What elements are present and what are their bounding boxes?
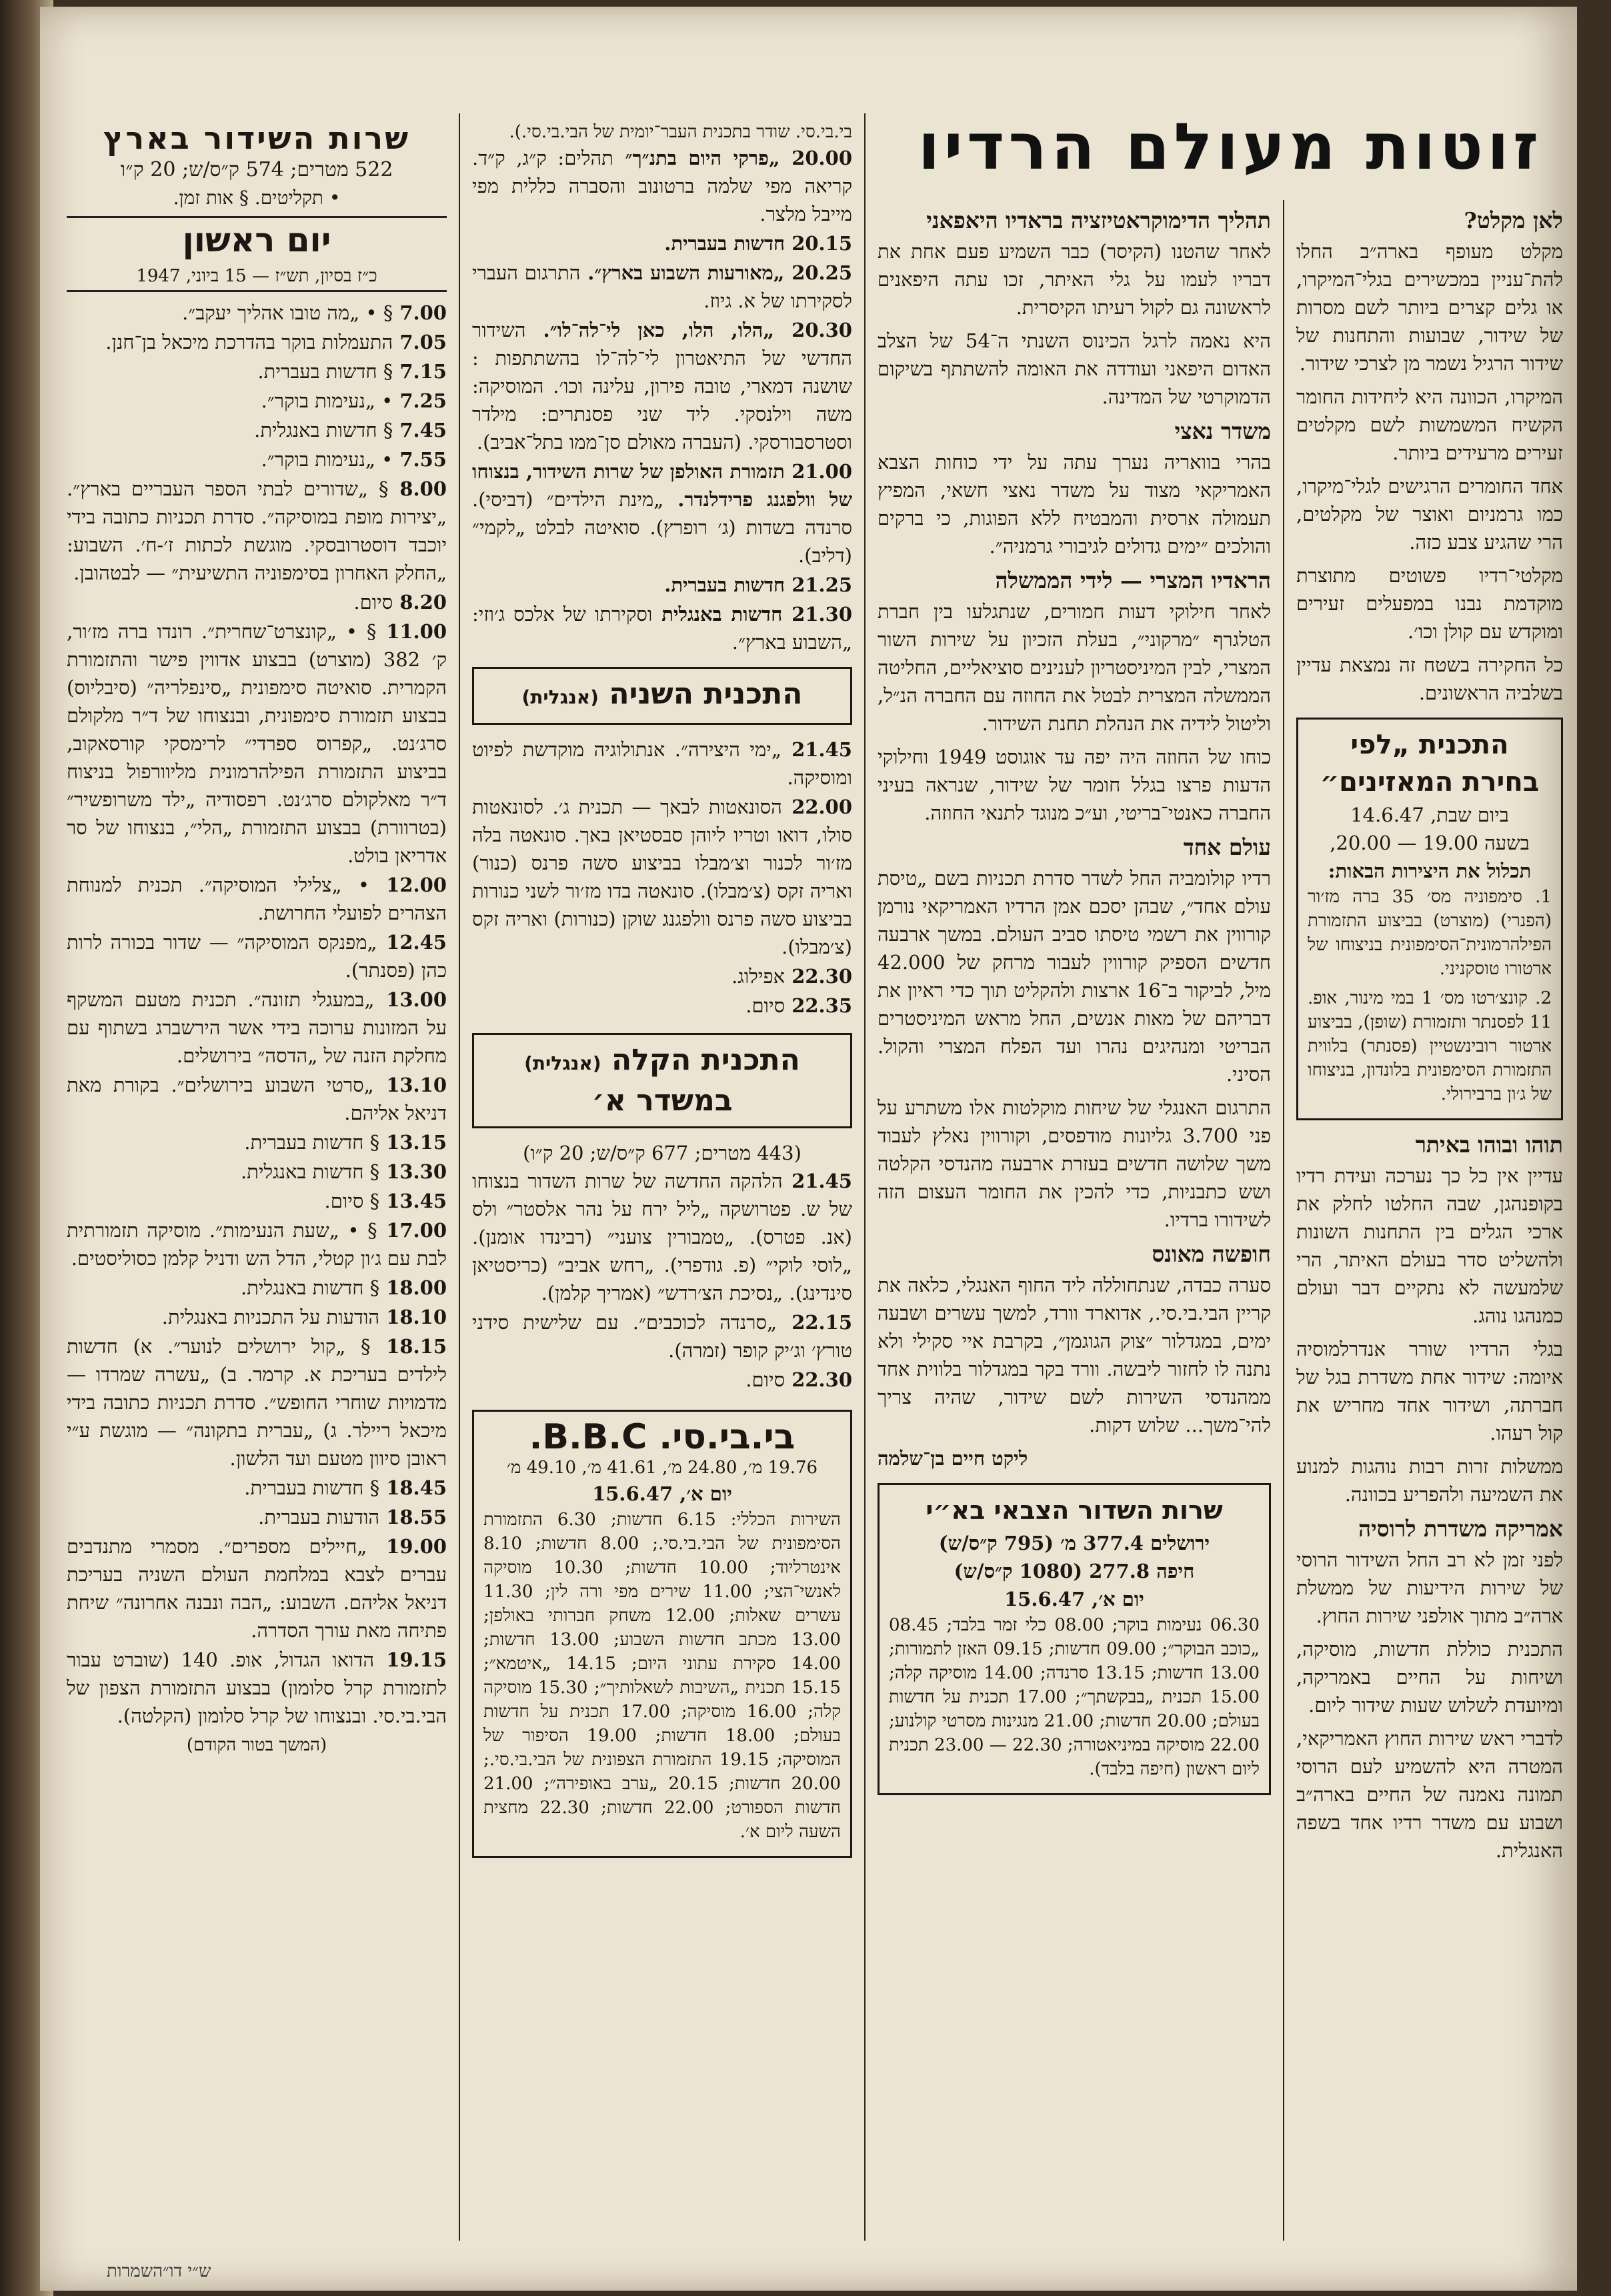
column-rule [864, 113, 866, 2241]
box-line: תכלול את היצירות הבאות: [1328, 860, 1532, 882]
program-time: 22.35 [785, 994, 852, 1017]
program-time: 8.00 [388, 477, 447, 500]
program-item [472, 259, 852, 315]
date-line: כ״ז בסיון, תש״ז — 15 ביוני, 1947 [67, 262, 447, 292]
program-desc: הלהקה החדשה של שרות השדור בנצוחו של ש. פטרושקה „ליל ירח על נהר אלסטר״ ולס (אנ. פטרס). „טמבורין צועני״ (רבינדו אומנן). „לוסי לוקי״ (פ. גודפרי). „רחש אביב״ (כריסטיאן סינדינג). „נסיכת הצ׳רדש״ (אמריך קלמן). [472, 1170, 852, 1304]
program-item [67, 1474, 447, 1502]
program-desc: סיום. [353, 591, 393, 614]
schedule-list [67, 299, 447, 1730]
listeners-choice-title: התכנית „לפי בחירת המאזינים״ [1320, 730, 1540, 798]
paragraph: כל החקירה בשטח זה נמצאת עדיין בשלביה הראשונים. [1296, 654, 1563, 704]
paragraph: בהרי בוואריה נערך עתה על ידי כוחות הצבא האמריקאי מצוד על משדר נאצי חשאי, המפיץ תעמולה ארסית והמבטיח ללא הפוגות, כי ברקים והולכים ״ימים גדולים לגיבורי גרמניה״. [878, 451, 1271, 557]
signature: ליקט חיים בן־שלמה [878, 1447, 1028, 1470]
program-time: 13.10 [373, 1074, 447, 1096]
program-time: 20.00 [779, 147, 852, 169]
program-title: חדשות בעברית. [664, 232, 785, 255]
subhead-where: לאן מקלט? [1464, 207, 1563, 233]
program-item [67, 1216, 447, 1272]
column-rule [459, 113, 460, 2241]
program-item [67, 1646, 447, 1730]
program-item [67, 299, 447, 327]
program-item [67, 1332, 447, 1472]
army-broadcast-schedule: 06.30 נעימות בוקר; 08.00 כלי זמר בלבד; 08.45 „כוכב הבוקר״; 09.00 חדשות; 09.15 האזן לתמורות; 13.00 חדשות; 13.15 סרנדה; 14.00 מוסיקה קלה; 15.00 תכנית „בבקשתך״; 17.00 תכנית על חדשות בעולם; 20.00 חדשות; 21.00 מנגינות מסרטי קולנוע; 22.00 מוסיקה במיניאטורה; 22.30 — 23.00 תכנית ליום ראשון (חיפה בלבד). [889, 1615, 1260, 1779]
program-desc: § סיום. [324, 1190, 380, 1212]
newspaper-page [40, 7, 1577, 2291]
listeners-choice-box [1296, 718, 1563, 1120]
second-program-tag: (אנגלית) [521, 686, 599, 708]
program-desc: וסקירתו של אלכס ג׳וזי: „השבוע בארץ״. [472, 603, 852, 654]
bbc-freq: 19.76 מ׳, 24.80 מ׳, 41.61 מ׳, 49.10 מ׳ [506, 1458, 818, 1478]
program-desc: § • „קונצרט־שחרית״. רונדו ברה מז׳ור, ק׳ 382 (מוצרט) בבצוע אדווין פישר והתזמורת הקמרית. סואיטה סימפונית „סינפלריה״ (סיבליוס) בבצוע תזמורת סימפונית, ובנצוחו של ד״ר מלקולם סרג׳נט. „קפרוס ספרדי״ לרימסקי קורסאקוב, בביצוע התזמורת הפילהרמונית מליוורפול בניצוח ד״ר מאלקולם סרג׳נט. רפסודיה „ילד משרופשיר״ (בטרוורת) בבצוע התזמורת „הלי״, בנצוחו של סר אדריאן בולט. [67, 620, 447, 867]
program-item [472, 571, 852, 599]
program-title: חדשות באנגלית [652, 603, 783, 626]
program-item [67, 475, 447, 587]
program-item [472, 1308, 852, 1364]
program-time: 19.15 [374, 1648, 447, 1671]
program-desc: • „נעימות בוקר״. [261, 448, 393, 471]
program-title: „פרקי היום בתנ״ך״ [613, 147, 780, 169]
program-time: 17.00 [377, 1219, 447, 1242]
program-time: 7.15 [393, 360, 447, 383]
program-desc: § • „שעת הנעימות״. מוסיקה תזמורתית לבת עם ג׳ון קטלי, הדל הש ודניל קלמן כסוליסטים. [67, 1219, 447, 1270]
program-desc: „מפנקס המוסיקה״ — שדור בכורה לרות כהן (פסנתר). [67, 931, 447, 982]
program-time: 18.15 [370, 1335, 447, 1358]
light-program-title: התכנית הקלה [611, 1043, 800, 1077]
program-time: 21.30 [782, 603, 852, 626]
program-time: 12.00 [369, 874, 447, 896]
paragraph: לאחר שהטנו (הקיסר) כבר השמיע פעם אחת את דבריו לעמו על גלי האיתר, זכו עתה היפאנים לראשונה גם לקול רעיתו הקיסרית. [878, 240, 1271, 319]
light-program-sub: במשדר א׳ [591, 1084, 733, 1118]
program-item [472, 962, 852, 990]
paragraph: היא נאמה לרגל הכינוס השנתי ה־54 של הצלב האדום היפאני ועודדה את האומה להשתתף בשיקום הדמוקרטי של המדינה. [878, 329, 1271, 408]
bbc-day: יום א׳, 15.6.47 [592, 1482, 732, 1505]
program-desc: § • „מה טובו אהליך יעקב״. [182, 301, 393, 324]
subhead-japan: תהליך הדימוקראטיזציה בראדיו היאפאני [926, 207, 1271, 233]
paragraph: בגלי הרדיו שורר אנדרלמוסיה איומה: שידור אחת משדרת בגל של חברתה, ושידור אחד מחריש את קול רעהו. [1296, 1338, 1563, 1444]
army-broadcast-box [878, 1483, 1271, 1795]
program-title: תזמורת האולפן של שרות השידור, בנצוחו של וולפגנג פרידלנדר. [472, 460, 852, 511]
program-item [472, 1167, 852, 1307]
continued-note: (המשך בטור הקודם) [186, 1735, 327, 1755]
program-time: 13.30 [379, 1160, 447, 1183]
bbc-title: בי.בי.סי. B.B.C. [529, 1417, 795, 1457]
program-item [472, 229, 852, 257]
schedule-header-freq: 522 מטרים; 574 ק״ס/ש; 20 ק״ו [120, 158, 393, 181]
program-item [67, 1503, 447, 1531]
program-time: 18.10 [379, 1306, 447, 1328]
program-desc: הסונאטות לבאך — תכנית ג׳. לסונאטות סולו, דואו וטריו ליוהן סבסטיאן באך. סונאטה בלה מז׳ור לכנור וצ׳מבלו בביצוע סשה פרנס (כנור) ואריה זקס (צ׳מבלו). סונאטה בדו מז׳ור לשני כנורות בביצוע סשה פרנס וולפגנג שוקן (כנורות) ואריה זקס (צ׳מבלו). [472, 796, 852, 958]
page-footer: ש״י דו״השמרות [107, 2261, 211, 2281]
program-desc: סיום. [745, 1368, 785, 1391]
bbc-schedule: השירות הכללי: 6.15 חדשות; 6.30 התזמורת הסימפונית של הבי.בי.סי.; 8.00 חדשות; 8.10 אינטרליוד; 10.00 חדשות; 10.30 מוסיקה לאנשי־הצי; 11.00 שירים מפי ורה לין; 11.30 עשרים שאלות; 12.00 משחק חברותי באולפן; 13.00 מכתב חדשות השבוע; 13.00 חדשות; 14.00 סקירת עתוני היום; 14.15 „איטמא״; 15.15 תכנית „השיבות לשאלותיך״; 15.30 מוסיקה קלה; 16.00 מוסיקה; 17.00 תכנית על חדשות בעולם; 18.00 חדשות; 19.00 הסיפור של המוסיקה; 19.15 התזמורת הצפונית של הבי.בי.סי.; 20.00 חדשות; 20.15 „ערב באופירה״; 21.00 חדשות הספורט; 22.00 חדשות; 22.30 מחצית השעה ליום א׳. [483, 1510, 842, 1842]
program-time: 21.45 [781, 738, 852, 761]
program-desc: השידור החדשי של התיאטרון לי־לה־לו בהשתתפות : שושנה דמארי, טובה פירון, עלינה וכו׳. המוסיקה: משה וילנסקי. ליד שני פסנתרים: מילדר וסטרסבורסקי. (העברה מאולם סן־ממו בתל־אביב). [472, 319, 852, 453]
program-time: 7.00 [393, 301, 447, 324]
program-desc: הדואו הגדול, אופ. 140 (שוברט עבור לתזמורת קרל סלומון) בבצוע התזמורת הצפון של הבי.בי.סי. ובנצוחו של קרל סלומון (הקלטה). [67, 1648, 447, 1727]
army-broadcast-line: ירושלים 377.4 מ׳ (795 ק״ס/ש) [938, 1532, 1210, 1554]
program-time: 18.00 [379, 1276, 447, 1299]
program-item [472, 1366, 852, 1394]
program-item [67, 1187, 447, 1215]
paragraph: רדיו קולומביה החל לשדר סדרת תכניות בשם „טיסת עולם אחד״, שבהן יסכם אמן הרדיו האמריקאי נורמן קורווין את רשמי טיסתו סביב העולם. במשך ארבעה חדשים הספיק קורווין לעבור מרחק של 42.000 מיל, לביקור ב־16 ארצות ולהקליט תוך כדי ראיון את דבריהם של מאות אנשים, החל מראש המיניסטרים הבריטי ומנהיגים נהרו ועד הפלח המצרי והקול. הסיני. [878, 867, 1271, 1086]
program-item [472, 793, 852, 961]
program-desc: „במעגלי תזונה״. תכנית מטעם המשקף על המזונות ערוכה בידי אשר הירשברג בשתוף עם מחלקת הזנה של „הדסה״ בירושלים. [67, 988, 447, 1067]
second-program-title: התכנית השניה [609, 677, 803, 711]
second-program-box [472, 667, 852, 725]
program-desc: אפילוג. [731, 965, 785, 988]
program-item [67, 1303, 447, 1331]
program-item [472, 316, 852, 456]
program-desc: „חיילים מספרים״. מסמרי מתנדבים עברים לצבא במלחמת העולם השניה בעריכת דניאל אליהם. השבוע: „הבה ונבנה אחרונה״ שיחת פתיחה מאת עורך הסדרה. [67, 1535, 447, 1642]
column-news-2 [878, 200, 1271, 2241]
program-time: 7.25 [393, 389, 447, 412]
box-line: בשעה 19.00 — 20.00, [1330, 832, 1530, 854]
program-desc: הודעות בעברית. [258, 1506, 380, 1528]
program-time: 20.25 [784, 261, 852, 284]
subhead-egypt: הראדיו המצרי — לידי הממשלה [995, 567, 1271, 594]
program-desc: § חדשות בעברית. [244, 1131, 380, 1154]
subhead-chaos: תוהו ובוהו באיתר [1415, 1132, 1563, 1158]
program-desc: „סרטי השבוע בירושלים״. בקורת מאת דניאל אליהם. [67, 1074, 447, 1124]
program-item [67, 328, 447, 356]
army-broadcast-title: שרות השדור הצבאי בא״י [926, 1496, 1223, 1525]
program-item [67, 1128, 447, 1156]
program-desc: „ימי היצירה״. אנתולוגיה מוקדשת לפיוט ומוסיקה. [472, 738, 852, 789]
paragraph: התכנית כוללת חדשות, מוסיקה, ושיחות על החיים באמריקה, ומיועדת לשלוש שעות שידור ליום. [1296, 1638, 1563, 1716]
army-broadcast-line: חיפה 277.8 (1080 ק״ס/ש) [954, 1560, 1195, 1582]
program-desc: התעמלות בוקר בהדרכת מיכאל בן־חנן. [105, 331, 393, 353]
program-desc: § חדשות באנגלית. [240, 1276, 380, 1299]
paragraph: לדברי ראש שירות החוץ האמריקאי, המטרה היא להשמיע לעם הרוסי תמונה נאמנה של החיים בארה״ב ושבוע עם משדר רדיו אחד בשפה האנגלית. [1296, 1727, 1563, 1862]
program-title: חדשות בעברית. [664, 573, 785, 596]
bbc-box [472, 1410, 852, 1858]
program-item [67, 1071, 447, 1127]
program-time: 21.45 [782, 1170, 852, 1192]
program-time: 22.15 [777, 1311, 852, 1334]
program-item [67, 986, 447, 1070]
paragraph: סערה כבדה, שנתחוללה ליד החוף האנגלי, כלאה את קריין הבי.בי.סי., אדוארד וורד, למשך עשרים ושבעה ימים, במגדלור ״צוק הגוגמן״, בקרבת איי סקילי ולא נתנה לו לחזור ליבשה. וורד בקר במגדלור בלווית אחד ממהנדסי השירות לשם שידור, שהיה צריך להי־משך... שלוש דקות. [878, 1274, 1271, 1436]
paragraph: אחד החומרים הרגישים לגלי־מיקרו, כמו גרמניום ואוצר של מקלטים, הרי שהגיע צבע כזה. [1296, 475, 1563, 553]
program-item [472, 457, 852, 569]
program-item [67, 387, 447, 415]
paragraph: התרגום האנגלי של שיחות מוקלטות אלו משתרע על פני 3.700 גליונות מודפסים, וקורווין נאלץ לעבוד משך שלושה חדשים בעזרת ארבעה מהנדסי הקלטה ושש כתבניות, כדי להכין את החומר העצום הזה לשידורו ברדיו. [878, 1096, 1271, 1231]
program-item [67, 618, 447, 870]
paragraph: כוחו של החוזה היה יפה עד אוגוסט 1949 וחילוקי הדעות פרצו בגלל חומר של שידור, שנראה בעיני החברה כאנטי־בריטי, וע״כ מנוגד לתנאי החוזה. [878, 746, 1271, 824]
program-item [472, 144, 852, 228]
program-time: 18.55 [379, 1506, 447, 1528]
program-item [472, 600, 852, 656]
program-time: 20.15 [785, 232, 852, 255]
program-item [67, 1274, 447, 1302]
program-item [67, 445, 447, 473]
program-time: 13.15 [379, 1131, 447, 1154]
paragraph: המיקרו, הכוונה היא ליחידות החומר הקשיח המשמשות לשם מקלטים זעירים מרעידים ביותר. [1296, 385, 1563, 464]
light-program-tag: (אנגלית) [524, 1052, 601, 1074]
box-line: 1. סימפוניה מס׳ 35 ברה מז׳ור (הפנרי) (מוצרט) בביצוע התזמורת הפילהרמונית־הסימפונית בניצוחו של ארטורו טוסקניני. [1308, 887, 1552, 979]
program-title: „הלו, הלו, כאן לי־לה־לו״. [525, 319, 775, 341]
program-time: 13.45 [379, 1190, 447, 1212]
program-time: 8.20 [393, 591, 447, 614]
program-desc: הודעות על התכניות באנגלית. [161, 1306, 380, 1328]
light-program-box [472, 1033, 852, 1128]
paragraph: לאחר חילוקי דעות חמורים, שנתגלעו בין חברת הטלגרף ״מרקוני״, בעלת הזכיון על שירות השור המצרי, לבין המיניסטריון לענינים סוציאליים, החליטה הממשלה המצרית לבטל את החוזה עם החברה הנ״ל, וליטול לידיה את הנהלת תחנת השידור. [878, 600, 1271, 735]
program-item [67, 871, 447, 927]
program-desc: § „שדורים לבתי הספר העבריים בארץ״. „יצירות מופת במוסיקה״. סדרת תכניות כתובה בידי יוכבד דוסטרובסקי. מוגשת לכתות ז׳-ח׳. השבוע: „החלק האחרון בסימפוניה התשיעית״ — לבטהובן. [67, 477, 447, 584]
program-item [67, 588, 447, 616]
box-line: 2. קונצ׳רטו מס׳ 1 במי מינור, אופ. 11 לפסנתר ותזמורת (שופן), בביצוע ארטור רובינשטיין (פסנתר) בלווית התזמורת הסימפונית בלונדון, בניצוחו של ג׳ון ברבירולי. [1308, 988, 1552, 1104]
program-desc: § חדשות בעברית. [257, 360, 393, 383]
program-time: 18.45 [379, 1476, 447, 1499]
col3-intro: בי.בי.סי. שודר בתכנית העבר־יומית של הבי.בי.סי.). [509, 122, 852, 142]
column-evening-programs [472, 120, 852, 2241]
subhead-one-world: עולם אחד [1183, 834, 1271, 860]
program-time: 13.00 [374, 988, 447, 1011]
paragraph: מקלט מעופף בארה״ב החלו להת־עניין במכשירים בגלי־המיקרו, או גלים קצרים ביותר לשם מסרות של שידור, שבועות והתחנות של שידור הרגיל נשמר מן לצרכי שידור. [1296, 240, 1563, 375]
column-news-1 [1296, 200, 1563, 2241]
program-time: 20.30 [774, 319, 852, 341]
program-time: 21.00 [784, 460, 852, 483]
program-time: 21.25 [785, 573, 852, 596]
column-rule [1283, 200, 1284, 2241]
subhead-vacation: חופשה מאונס [1152, 1241, 1271, 1267]
program-desc: „סרנדה לכוכבים״. עם שלישית סידני טורץ׳ וג׳יק קופר (זמרה). [472, 1311, 852, 1362]
program-item [67, 928, 447, 984]
program-desc: § „קול ירושלים לנוער״. א) חדשות לילדים בעריכת א. קרמר. ב) „עשרה שמרדו — מדמויות שוחרי החופש״. סדרת תכניות כתובה בידי מיכאל ריילר. ג) „עברית בתקונה״ — מוגשת ע״י ראובן סיוון מטעם ועד הלשון. [67, 1335, 447, 1470]
paragraph: ממשלות זרות רבות נוהגות למנוע את השמיעה ולהפריע בכוונה. [1296, 1455, 1563, 1506]
schedule-header-title: שרות השידור בארץ [103, 120, 411, 156]
program-item [67, 357, 447, 385]
second-program-list [472, 736, 852, 1020]
program-time: 22.30 [785, 1368, 852, 1391]
program-desc: § חדשות בעברית. [244, 1476, 380, 1499]
light-program-freq: (443 מטרים; 677 ק״ס/ש; 20 ק״ו) [523, 1142, 801, 1164]
light-program-list [472, 1167, 852, 1394]
paragraph: לפני זמן לא רב החל השידור הרוסי של שירות הידיעות של ממשלת ארה״ב מתוך אולפני שירות החוץ. [1296, 1548, 1563, 1627]
box-line: ביום שבת, 14.6.47 [1350, 804, 1509, 826]
program-time: 7.45 [393, 419, 447, 441]
masthead-title: זוטות מעולם הרדיו [918, 109, 1543, 184]
program-list [472, 144, 852, 656]
program-time: 7.55 [393, 448, 447, 471]
program-time: 12.45 [377, 931, 447, 954]
army-broadcast-line: יום א׳, 15.6.47 [1004, 1588, 1144, 1610]
program-item [67, 416, 447, 444]
paragraph: מקלטי־רדיו פשוטים מתוצרת מוקדמת נבנו במפעלים זעירים ומוקדש עם קולן וכו׳. [1296, 564, 1563, 643]
program-desc: • „נעימות בוקר״. [261, 389, 393, 412]
program-item [67, 1158, 447, 1186]
program-desc: סיום. [745, 994, 785, 1017]
schedule-header-legend: • תקליטים. § אות זמן. [67, 184, 447, 218]
program-time: 22.00 [781, 796, 852, 818]
program-desc: התרגום העברי לסקירתו של א. גיוז. [472, 261, 852, 312]
program-time: 11.00 [376, 620, 447, 643]
program-time: 7.05 [393, 331, 447, 353]
subhead-russia: אמריקה משדרת לרוסיה [1358, 1516, 1563, 1542]
program-desc: • „צלילי המוסיקה״. תכנית למנוחת הצהרים לפועלי החרושת. [67, 874, 447, 924]
program-time: 19.00 [367, 1535, 447, 1558]
program-time: 22.30 [785, 965, 852, 988]
paragraph: עדיין אין כל כך נערכה ועידת רדיו בקופנהגן, שבה החלטו לחלק את ארכי הגלים בין התחנות השונות ולהשליט סדר בעולם האיתר, הרי שלמעשה לא נתקיים דבר ועולם כמנהגו נוהג. [1296, 1164, 1563, 1327]
column-broadcast-schedule [67, 120, 447, 2241]
program-item [67, 1532, 447, 1644]
program-item [472, 992, 852, 1020]
program-item [472, 736, 852, 792]
subhead-nazi: משדר נאצי [1174, 418, 1271, 444]
day-title: יום ראשון [182, 221, 331, 259]
program-desc: „מינת הילדים״ (דביסי). סרנדה בשדות (ג׳ רופרץ). סואיטה לבלט „לקמי״ (דליב). [472, 488, 852, 567]
program-desc: § חדשות באנגלית. [254, 419, 393, 441]
program-title: „מאורעות השבוע בארץ״. [580, 261, 785, 284]
program-desc: § חדשות באנגלית. [240, 1160, 380, 1183]
program-desc: תהלים: ק״ג, ק״ד. קריאה מפי שלמה ברטונוב והסברה כללית מפי מייבל מלצר. [472, 147, 852, 225]
